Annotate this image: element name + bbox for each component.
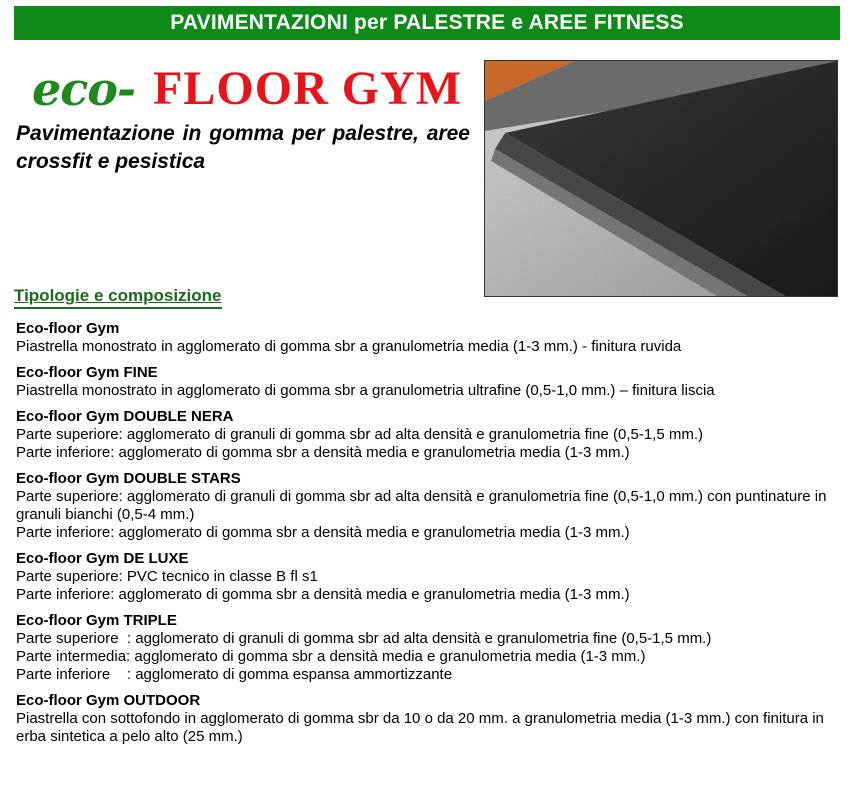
list-item bbox=[16, 691, 836, 746]
logo-name: FLOOR GYM bbox=[153, 62, 463, 115]
item-line: Parte inferiore: agglomerato di gomma sbr a densità media e granulometria media (1-3 mm.) bbox=[16, 444, 630, 461]
item-line: Piastrella con sottofondo in agglomerato di gomma sbr da 10 o da 20 mm. a granulometria media (1-3 mm.) con finitura in erba sintetica a pelo alto (25 mm.) bbox=[16, 710, 829, 745]
item-name: Eco-floor Gym DOUBLE STARS bbox=[16, 470, 241, 487]
item-line: Parte inferiore: agglomerato di gomma sbr a densità media e granulometria media (1-3 mm.) bbox=[16, 586, 630, 603]
item-line: Parte superiore: agglomerato di granuli di gomma sbr ad alta densità e granulometria fine (0,5-1,0 mm.) con puntinature in granuli bianchi (0,5-4 mm.) bbox=[16, 488, 831, 523]
product-photo bbox=[484, 60, 838, 297]
banner-title: PAVIMENTAZIONI per PALESTRE e AREE FITNESS bbox=[170, 11, 684, 34]
list-item bbox=[16, 549, 836, 604]
product-list bbox=[16, 319, 836, 753]
item-name: Eco-floor Gym TRIPLE bbox=[16, 612, 177, 629]
list-item bbox=[16, 363, 836, 400]
item-name: Eco-floor Gym FINE bbox=[16, 364, 158, 381]
item-line: Piastrella monostrato in agglomerato di gomma sbr a granulometria media (1-3 mm.) - finitura ruvida bbox=[16, 338, 682, 355]
item-name: Eco-floor Gym OUTDOOR bbox=[16, 692, 201, 709]
list-item bbox=[16, 469, 836, 542]
list-item bbox=[16, 407, 836, 462]
item-line: Piastrella monostrato in agglomerato di gomma sbr a granulometria ultrafine (0,5-1,0 mm.) – finitura liscia bbox=[16, 382, 715, 399]
item-line: Parte superiore: agglomerato di granuli di gomma sbr ad alta densità e granulometria fine (0,5-1,5 mm.) bbox=[16, 426, 704, 443]
brand-logo bbox=[32, 54, 462, 114]
item-line: Parte inferiore : agglomerato di gomma espansa ammortizzante bbox=[16, 666, 453, 683]
item-line: Parte superiore : agglomerato di granuli di gomma sbr ad alta densità e granulometria fine (0,5-1,5 mm.) bbox=[16, 630, 712, 647]
item-name: Eco-floor Gym DE LUXE bbox=[16, 550, 189, 567]
section-title-text: Tipologie e composizione bbox=[14, 286, 222, 305]
page-banner bbox=[14, 6, 840, 40]
item-name: Eco-floor Gym bbox=[16, 320, 120, 337]
item-line: Parte intermedia: agglomerato di gomma sbr a densità media e granulometria media (1-3 mm.) bbox=[16, 648, 646, 665]
item-line: Parte superiore: PVC tecnico in classe B fl s1 bbox=[16, 568, 318, 585]
list-item bbox=[16, 611, 836, 684]
list-item bbox=[16, 319, 836, 356]
section-title bbox=[14, 286, 222, 309]
logo-eco: eco- bbox=[32, 62, 136, 116]
item-name: Eco-floor Gym DOUBLE NERA bbox=[16, 408, 234, 425]
item-line: Parte inferiore: agglomerato di gomma sbr a densità media e granulometria media (1-3 mm.) bbox=[16, 524, 630, 541]
rubber-tile-image bbox=[485, 61, 837, 296]
page-subtitle: Pavimentazione in gomma per palestre, aree crossfit e pesistica bbox=[16, 122, 470, 173]
